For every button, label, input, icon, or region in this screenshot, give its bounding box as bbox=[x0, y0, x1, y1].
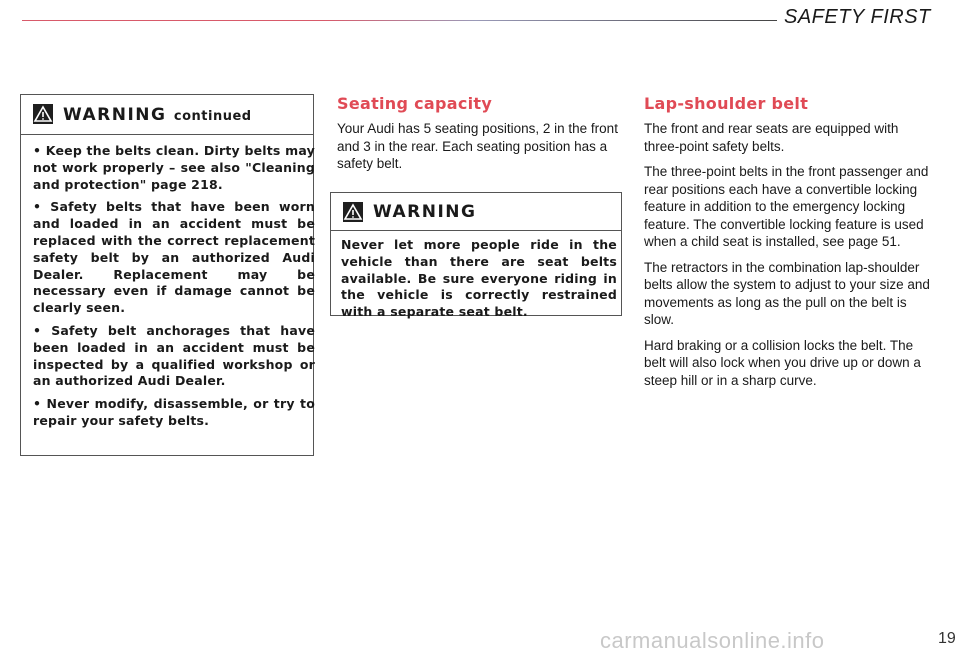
warning-paragraph: • Safety belt anchorages that have been loaded in an accident must be inspected by a qualified workshop or an authorized Audi Dealer. bbox=[33, 322, 315, 389]
seating-paragraph: Your Audi has 5 seating positions, 2 in the front and 3 in the rear. Each seating position has a safety belt. bbox=[337, 121, 618, 171]
warning-title: WARNING bbox=[373, 202, 477, 222]
watermark: carmanualsonline.info bbox=[600, 628, 825, 653]
seating-capacity-text bbox=[337, 120, 627, 181]
lap-shoulder-paragraph: The retractors in the combination lap-shoulder belts allow the system to adjust to your size and movements as long as the pull on the belt is slow. bbox=[644, 259, 930, 327]
lap-shoulder-paragraph: Hard braking or a collision locks the belt. The belt will also lock when you drive up or down a steep hill or in a sharp curve. bbox=[644, 337, 921, 388]
page-number: 19 bbox=[938, 630, 956, 647]
warning-header bbox=[21, 95, 313, 135]
warning-box-continued bbox=[20, 94, 314, 456]
warning-paragraph: • Never modify, disassemble, or try to repair your safety belts. bbox=[33, 396, 315, 428]
lap-shoulder-heading: Lap-shoulder belt bbox=[644, 94, 809, 113]
warning-paragraph: • Safety belts that have been worn and loaded in an accident must be replaced with the correct replacement safety belt by an authorized Audi Dealer. Replacement may be necessary even if damage cannot be clearly seen. bbox=[33, 199, 315, 316]
seating-warning-box bbox=[330, 192, 622, 320]
warning-continued-label: continued bbox=[173, 109, 252, 124]
warning-triangle-icon bbox=[33, 104, 53, 124]
warning-header bbox=[331, 193, 621, 231]
lap-shoulder-paragraph: The three-point belts in the front passenger and rear positions each have a convertible locking feature in addition to the emergency locking feature. The convertible locking feature is used when a child seat is installed, see page 51. bbox=[644, 164, 929, 249]
lap-shoulder-text bbox=[644, 120, 934, 397]
warning-body bbox=[33, 143, 315, 436]
warning-label: WARNING bbox=[63, 105, 167, 125]
warning-title bbox=[63, 105, 252, 125]
seating-capacity-heading: Seating capacity bbox=[337, 94, 493, 113]
warning-triangle-icon bbox=[343, 202, 363, 222]
header-rule bbox=[22, 20, 777, 21]
section-title: SAFETY FIRST bbox=[784, 6, 931, 28]
lap-shoulder-paragraph: The front and rear seats are equipped with three-point safety belts. bbox=[644, 121, 899, 154]
warning-paragraph: • Keep the belts clean. Dirty belts may not work properly – see also "Cleaning and protection" page 218. bbox=[33, 143, 315, 192]
seating-warning-text: Never let more people ride in the vehicle than there are seat belts available. Be sure everyone riding in the vehicle is correctly restrained with a separate seat belt. bbox=[341, 237, 617, 320]
